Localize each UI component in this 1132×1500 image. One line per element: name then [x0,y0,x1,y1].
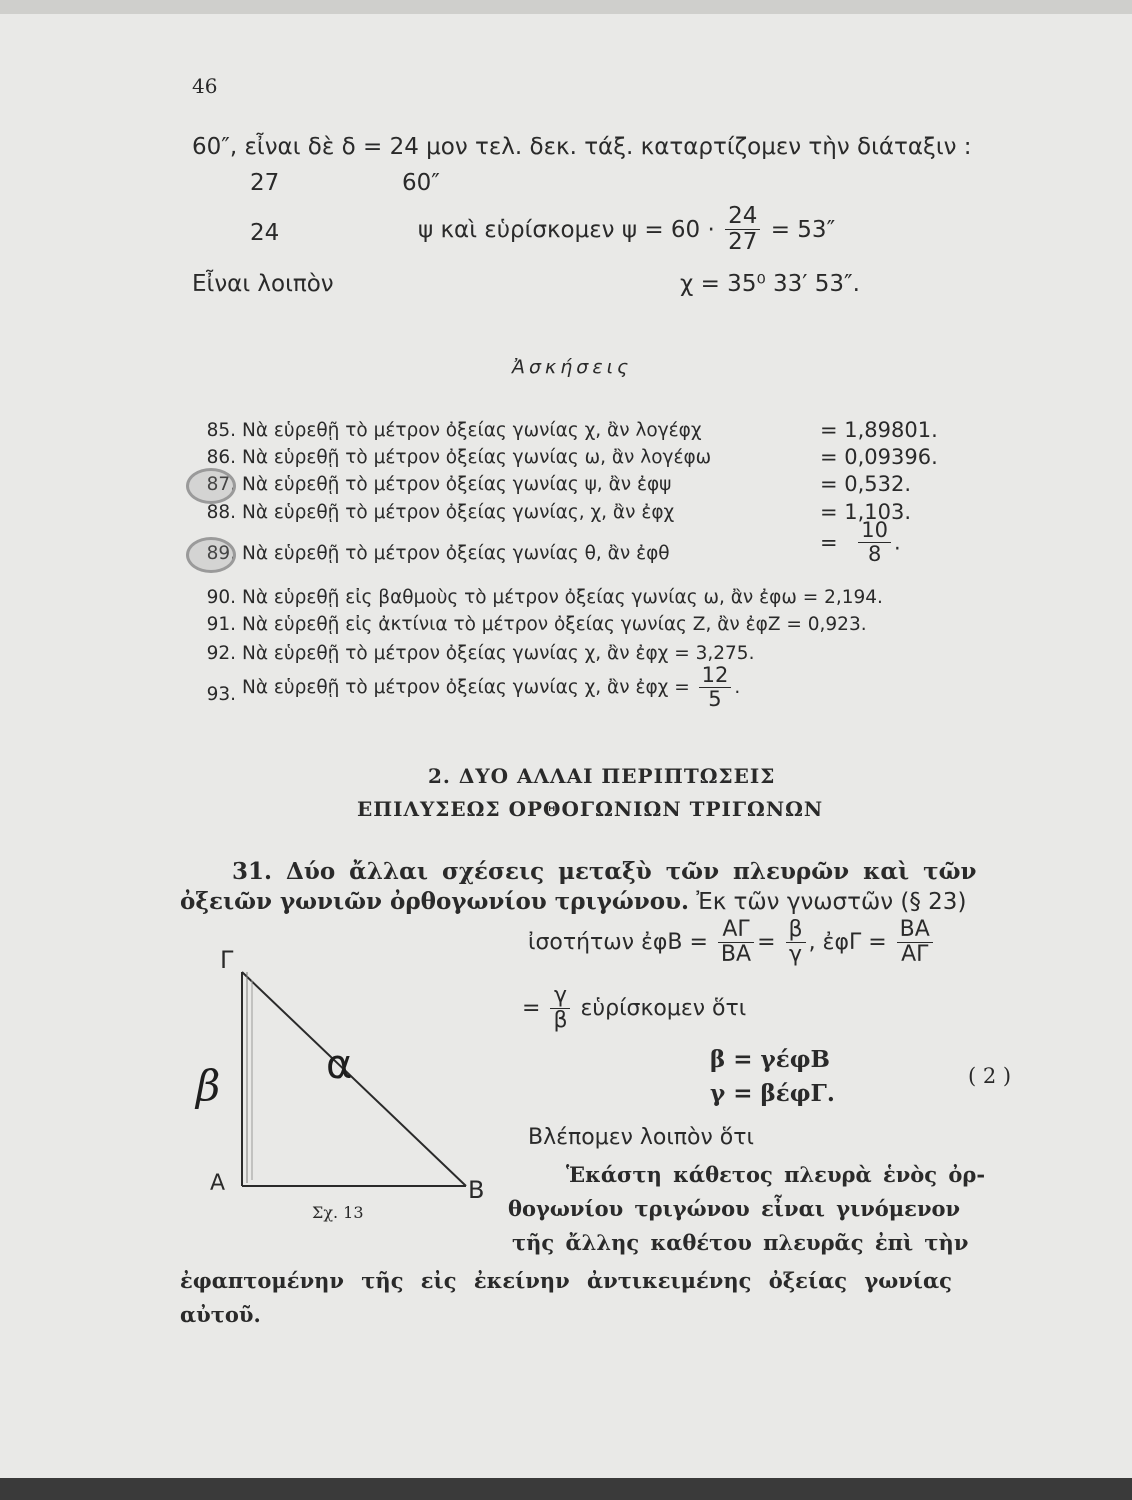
exercise-number: 88. [206,502,236,523]
exercise-text: Νὰ εὑρεθῇ τὸ μέτρον ὀξείας γωνίας χ, ἂν λογέφχ [242,420,702,441]
page-bottom-edge [0,1478,1132,1500]
exercise-text: Νὰ εὑρεθῇ εἰς βαθμοὺς τὸ μέτρον ὀξείας γωνίας ω, ἂν ἐφω = 2,194. [242,587,883,608]
value-fraction [699,664,732,711]
exercise-89 [196,518,1036,571]
exercise-number: 85. [206,420,236,441]
exercise-91 [196,614,1036,638]
fraction-denominator: γ [789,942,803,968]
exercise-number: 93. [206,684,236,705]
intro-row4-a: Εἶναι λοιπὸν [192,271,334,297]
exercise-90 [196,587,1036,611]
exercise-86 [196,447,1036,471]
exercise-text [242,664,740,711]
fraction-denominator: β [553,1008,568,1034]
equation-lead: = [522,996,541,1022]
exercise-value: = 1,103. [820,500,912,524]
fraction-ba-ag [897,918,933,967]
handwritten-alpha: α [326,1042,353,1088]
exercise-text: Νὰ εὑρεθῇ τὸ μέτρον ὀξείας γωνίας ψ, ἂν ἐφψ [242,474,672,495]
exercise-text: Νὰ εὑρεθῇ τὸ μέτρον ὀξείας γωνίας, χ, ἂν ἐφχ [242,502,675,523]
result-gamma: γ = βέφΓ. [710,1080,835,1107]
equation-gamma-beta [522,984,746,1033]
section-title-line-2: ΕΠΙΛΥΣΕΩΣ ΟΡΘΟΓΩΝΙΩΝ ΤΡΙΓΩΝΩΝ [357,797,824,821]
exercise-value [820,519,901,566]
pencil-circle-mark [186,468,236,504]
fraction-numerator: γ [550,984,570,1009]
vertex-label-a: Α [210,1171,226,1196]
pencil-circle-mark [186,537,236,573]
theorem-line-5: αὐτοῦ. [180,1302,261,1327]
para31-line-2-rest: Ἐκ τῶν γνωστῶν (§ 23) [696,889,967,915]
fraction-denominator: 5 [708,687,722,712]
exercise-text: Νὰ εὑρεθῇ τὸ μέτρον ὀξείας γωνίας ω, ἂν λογέφω [242,447,712,468]
equation-tangents [528,918,936,967]
exercise-number: 87. [206,474,236,495]
fraction-numerator: 12 [699,664,732,688]
equation-rest: εὑρίσκομεν ὅτι [580,996,747,1022]
section-title-line-1: 2. ΔΥΟ ΑΛΛΑΙ ΠΕΡΙΠΤΩΣΕΙΣ [428,764,776,788]
fraction-denominator: 27 [728,229,758,256]
top-shadow [0,0,1132,14]
handwritten-beta: β [196,1061,221,1110]
fraction-numerator: β [786,918,806,943]
fraction-denominator: ΒΑ [720,942,752,968]
side-bg-hypotenuse [242,972,466,1186]
exercise-text: Νὰ εὑρεθῇ εἰς ἀκτίνια τὸ μέτρον ὀξείας γωνίας Ζ, ἂν ἐφΖ = 0,923. [242,614,867,635]
value-prefix: = [820,530,838,555]
value-suffix: . [894,530,901,555]
intro-row2-a: 27 [250,170,280,196]
fraction-beta-gamma [786,918,806,967]
fraction-numerator: 24 [725,204,760,230]
theorem-line-2: θογωνίου τριγώνου εἶναι γινόμενον [508,1196,961,1221]
vertex-label-b: Β [468,1176,485,1204]
exercise-text: Νὰ εὑρεθῇ τὸ μέτρον ὀξείας γωνίας χ, ἂν ἐφχ = 3,275. [242,643,755,664]
exercise-number: 91. [206,614,236,635]
result-beta: β = γέφΒ [710,1046,830,1073]
see-line: Βλέπομεν λοιπὸν ὅτι [528,1125,754,1150]
exercise-number: 89. [206,543,236,564]
fraction-denominator: 8 [867,542,882,567]
intro-row3-eq [418,204,835,256]
vertex-label-g: Γ [220,946,234,974]
intro-row3-b: ψ καὶ εὑρίσκομεν ψ = 60 · [418,216,715,243]
theorem-line-1: Ἑκάστη κάθετος πλευρὰ ἑνὸς ὀρ- [566,1162,986,1187]
fraction-numerator: ΑΓ [718,918,754,943]
exercise-85 [196,420,1036,444]
figure-13-triangle [190,940,510,1230]
theorem-line-4: ἐφαπτομένην τῆς εἰς ἐκείνην ἀντικειμένης ὀξείας γωνίας [180,1268,952,1293]
intro-row4-b: χ = 35⁰ 33′ 53″. [680,271,860,297]
intro-row2-b: 60″ [402,170,440,196]
theorem-line-3: τῆς ἄλλης καθέτου πλευρᾶς ἐπὶ τὴν [512,1230,969,1255]
exercise-value: = 1,89801. [820,418,938,442]
value-suffix: . [734,677,741,699]
fraction-ag-ba [718,918,754,967]
intro-row3-c: = 53″ [770,216,836,243]
para31-line-2-bold: ὀξειῶν γωνιῶν ὀρθογωνίου τριγώνου. [180,888,690,915]
fraction-denominator: ΑΓ [901,942,929,968]
exercise-text-body: Νὰ εὑρεθῇ τὸ μέτρον ὀξείας γωνίας χ, ἂν ἐφχ = [242,677,690,699]
equation-lead: ἰσοτήτων ἐφΒ = [528,930,708,956]
fraction-numerator: ΒΑ [897,918,933,943]
intro-row3-fraction [725,204,760,256]
exercise-text: Νὰ εὑρεθῇ τὸ μέτρον ὀξείας γωνίας θ, ἂν ἐφθ [242,543,670,564]
exercise-number: 92. [206,643,236,664]
intro-row3-a: 24 [250,220,280,246]
para31-line-1: 31. Δύο ἄλλαι σχέσεις μεταξὺ τῶν πλευρῶν καὶ τῶν [232,858,977,885]
exercise-value: = 0,532. [820,472,912,496]
intro-line-1: 60″, εἶναι δὲ δ = 24 μον τελ. δεκ. τάξ. καταρτίζομεν τὴν διάταξιν : [192,134,972,160]
exercise-number: 90. [206,587,236,608]
exercise-88 [196,502,1036,526]
fraction-gamma-beta [550,984,570,1033]
figure-caption: Σχ. 13 [312,1203,364,1222]
exercise-87 [196,474,1036,498]
fraction-numerator: 10 [858,519,891,543]
equation-mid: , ἐφΓ = [808,930,887,956]
value-fraction [858,519,891,566]
equation-label: ( 2 ) [968,1064,1012,1088]
para31-line-2 [180,888,966,915]
exercise-number: 86. [206,447,236,468]
exercises-title: Ἀσκήσεις [512,356,633,378]
page-number: 46 [192,74,218,98]
exercise-93 [196,663,1036,712]
exercise-value: = 0,09396. [820,445,938,469]
equals-sign: = [757,930,776,956]
